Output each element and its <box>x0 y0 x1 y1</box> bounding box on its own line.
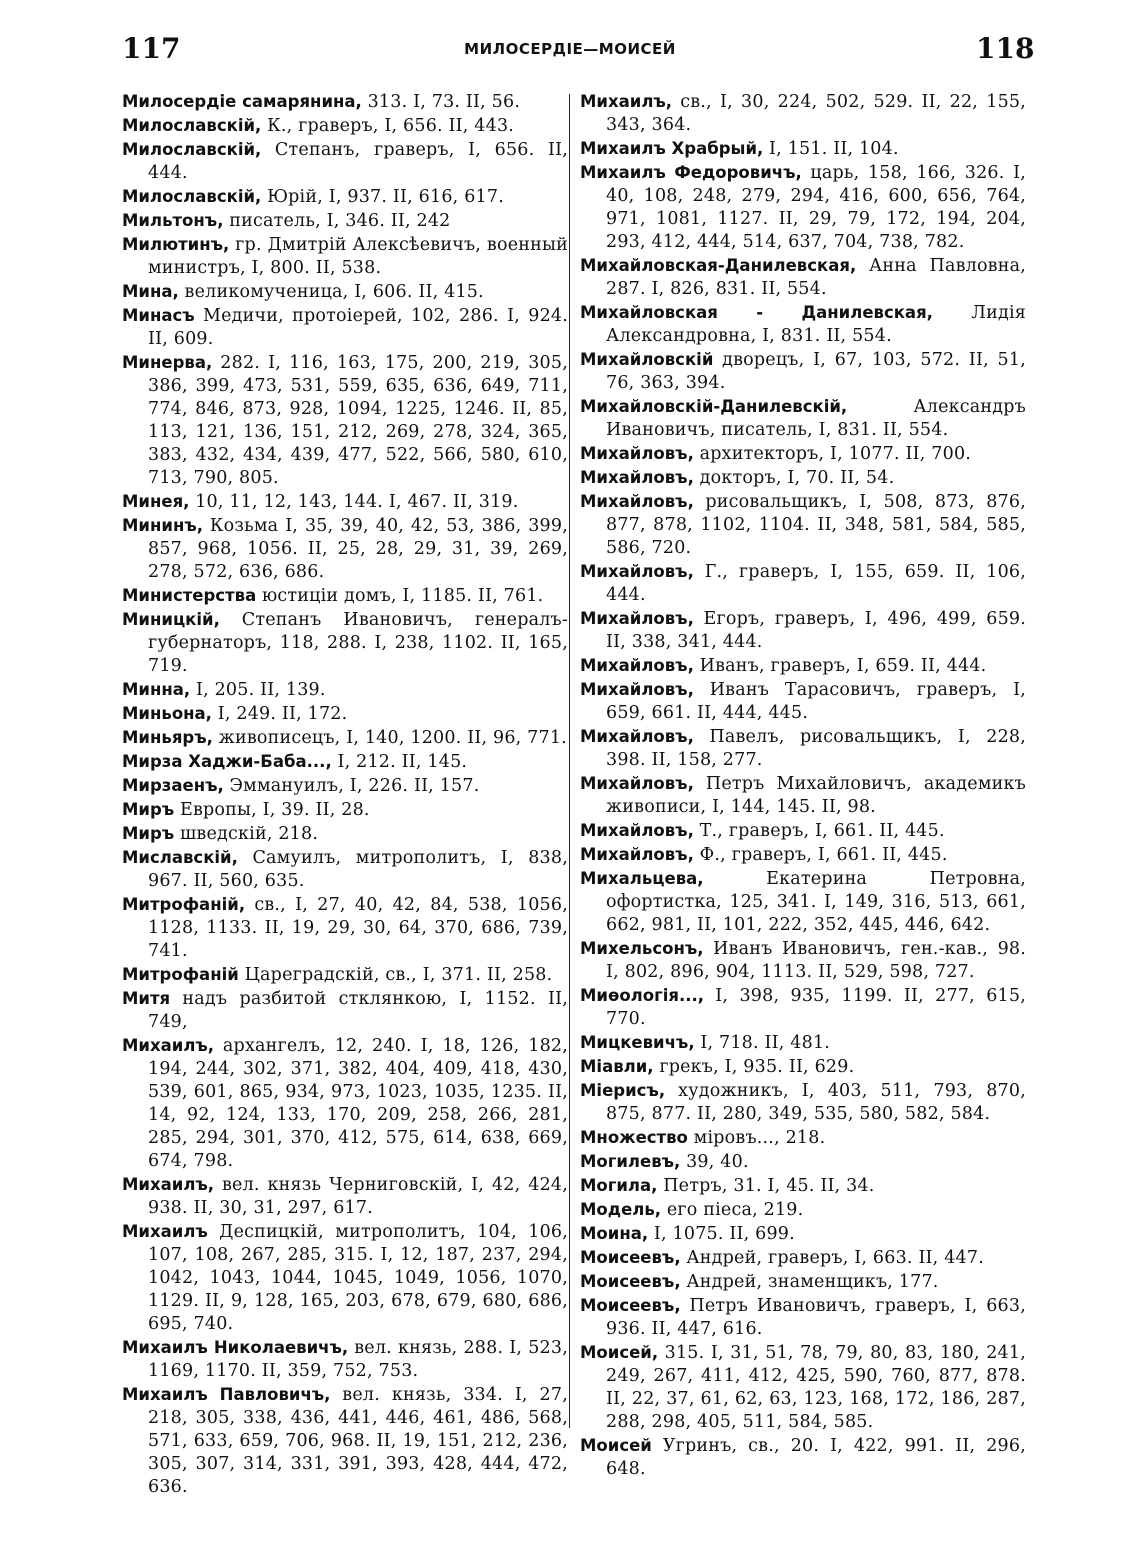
entry-references: Андрей, граверъ, I, 663. II, 447. <box>680 1248 984 1268</box>
entry-references: Лидія Александровна, I, 831. II, 554. <box>606 303 1026 346</box>
entry-headword: Мининъ, <box>122 516 204 535</box>
entry-headword: Михайловская - Данилевская, <box>580 303 933 322</box>
index-entry <box>580 490 1026 560</box>
entry-references: Иванъ Тарасовичъ, граверъ, I, 659, 661. II, 444, 445. <box>606 680 1026 723</box>
index-entry <box>122 726 568 750</box>
entry-headword: Михайловская-Данилевская, <box>580 256 857 275</box>
entry-references: I, 1075. II, 699. <box>648 1224 795 1244</box>
index-entry <box>580 1126 1026 1150</box>
entry-references: шведскій, 218. <box>174 824 319 844</box>
index-entry <box>122 233 568 280</box>
index-entry <box>122 846 568 893</box>
entry-references: грекъ, I, 935. II, 629. <box>653 1057 855 1077</box>
index-entry <box>580 1434 1026 1481</box>
entry-headword: Моисеевъ, <box>580 1248 681 1267</box>
entry-headword: Михайловъ, <box>580 727 694 746</box>
entry-headword: Михайловъ, <box>580 774 694 793</box>
entry-headword: Милославскій, <box>122 116 262 135</box>
page-header <box>0 30 1140 70</box>
index-entry <box>122 963 568 987</box>
entry-headword: Множество <box>580 1128 688 1147</box>
entry-headword: Михайловъ, <box>580 492 694 511</box>
entry-headword: Михельсонъ, <box>580 939 704 958</box>
entry-headword: Мирзаенъ, <box>122 776 224 795</box>
entry-references: Егоръ, граверъ, I, 496, 499, 659. II, 338, 341, 444. <box>606 609 1026 652</box>
index-entry <box>580 1079 1026 1126</box>
entry-headword: Миньяръ, <box>122 728 213 747</box>
entry-references: надъ разбитой стклянкою, I, 1152. II, 749, <box>148 989 568 1032</box>
entry-headword: Михальцева, <box>580 869 704 888</box>
index-entry <box>580 772 1026 819</box>
entry-references: Александръ Ивановичъ, писатель, I, 831. II, 554. <box>606 397 1026 440</box>
entry-references: I, 205. II, 139. <box>190 680 326 700</box>
entry-headword: Михаилъ Храбрый, <box>580 139 764 158</box>
entry-headword: Моисей, <box>580 1343 659 1362</box>
entry-headword: Моина, <box>580 1224 649 1243</box>
index-entry <box>580 1150 1026 1174</box>
entry-headword: Митрофаній <box>122 965 239 984</box>
index-entry <box>580 161 1026 254</box>
entry-references: докторъ, I, 70. II, 54. <box>693 468 895 488</box>
entry-references: Цареградскій, св., I, 371. II, 258. <box>238 965 553 985</box>
entry-references: царь, 158, 166, 326. I, 40, 108, 248, 279, 294, 416, 600, 656, 764, 971, 1081, 1127. II, 29, 79, 172, 194, 204, 293, 412, 444, 514, 637, 704, 738, 782. <box>606 163 1026 252</box>
index-entry <box>580 843 1026 867</box>
entry-references: вел. князь Черниговскій, I, 42, 424, 938. II, 30, 31, 297, 617. <box>148 1175 568 1218</box>
entry-references: Деспицкій, митрополитъ, 104, 106, 107, 108, 267, 285, 315. I, 12, 187, 237, 294, 1042, 1043, 1044, 1045, 1049, 1056, 1070, 1129. II, 9, 128, 165, 203, 678, 679, 680, 686, 695, 740. <box>148 1222 568 1334</box>
index-entry <box>580 867 1026 937</box>
entry-headword: Миславскій, <box>122 848 238 867</box>
entry-headword: Мина, <box>122 282 179 301</box>
entry-references: Андрей, знаменщикъ, 177. <box>680 1272 939 1292</box>
index-entry <box>122 90 568 114</box>
index-entry <box>122 750 568 774</box>
entry-headword: Міавли, <box>580 1057 654 1076</box>
index-entry <box>580 560 1026 607</box>
entry-references: Степанъ, граверъ, I, 656. II, 444. <box>148 140 568 183</box>
index-entry <box>580 1222 1026 1246</box>
index-entry <box>580 395 1026 442</box>
index-entry <box>122 774 568 798</box>
entry-headword: Михайловскій <box>580 350 714 369</box>
entry-references: Эммануилъ, I, 226. II, 157. <box>223 776 480 796</box>
entry-references: св., I, 30, 224, 502, 529. II, 22, 155, 343, 364. <box>606 92 1026 135</box>
entry-headword: Михаилъ Федоровичъ, <box>580 163 802 182</box>
entry-references: I, 398, 935, 1199. II, 277, 615, 770. <box>606 986 1026 1029</box>
entry-headword: Михайловъ, <box>580 821 694 840</box>
page-number-left: 117 <box>122 32 181 65</box>
entry-references: 39, 40. <box>680 1152 749 1172</box>
entry-references: Козьма I, 35, 39, 40, 42, 53, 386, 399, 857, 968, 1056. II, 25, 28, 29, 31, 39, 269, 278, 572, 636, 686. <box>148 516 568 582</box>
entry-references: гр. Дмитрій Алексѣевичъ, военный министръ, I, 800. II, 538. <box>148 235 568 278</box>
entry-references: дворецъ, I, 67, 103, 572. II, 51, 76, 363, 394. <box>606 350 1026 393</box>
index-entry <box>580 984 1026 1031</box>
index-entry <box>580 1294 1026 1341</box>
entry-headword: Миницкій, <box>122 610 220 629</box>
entry-references: 10, 11, 12, 143, 144. I, 467. II, 319. <box>189 492 519 512</box>
entry-references: живописецъ, I, 140, 1200. II, 96, 771. <box>212 728 567 748</box>
entry-headword: Михайловъ, <box>580 680 694 699</box>
entry-headword: Мильтонъ, <box>122 211 224 230</box>
entry-references: Т., граверъ, I, 661. II, 445. <box>693 821 945 841</box>
entry-headword: Моисеевъ, <box>580 1296 681 1315</box>
entry-references: Медичи, протоіерей, 102, 286. I, 924. II, 609. <box>148 306 568 349</box>
entry-references: Петръ Михайловичъ, академикъ живописи, I, 144, 145. II, 98. <box>606 774 1026 817</box>
index-entry <box>580 1174 1026 1198</box>
entry-references: 282. I, 116, 163, 175, 200, 219, 305, 386, 399, 473, 531, 559, 635, 636, 649, 711, 774, 846, 873, 928, 1094, 1225, 1246. II, 85, 113, 121, 136, 151, 212, 269, 278, 324, 365, 383, 432, 434, 439, 477, 522, 566, 580, 610, 713, 790, 805. <box>148 353 568 488</box>
index-entry <box>122 798 568 822</box>
index-entry <box>580 348 1026 395</box>
entry-headword: Михайловъ, <box>580 609 694 628</box>
index-entry <box>580 254 1026 301</box>
index-entry <box>580 937 1026 984</box>
entry-references: Павелъ, рисовальщикъ, I, 228, 398. II, 158, 277. <box>606 727 1026 770</box>
entry-references: художникъ, I, 403, 511, 793, 870, 875, 877. II, 280, 349, 535, 580, 582, 584. <box>606 1081 1026 1124</box>
entry-references: Г., граверъ, I, 155, 659. II, 106, 444. <box>606 562 1026 605</box>
index-entry <box>122 304 568 351</box>
entry-references: Петръ, 31. I, 45. II, 34. <box>657 1176 875 1196</box>
entry-headword: Михайловъ, <box>580 468 694 487</box>
entry-references: Угринъ, св., 20. I, 422, 991. II, 296, 648. <box>606 1436 1026 1479</box>
index-entry <box>122 209 568 233</box>
entry-references: Иванъ, граверъ, I, 659. II, 444. <box>693 656 987 676</box>
entry-references: I, 718. II, 481. <box>694 1033 831 1053</box>
entry-references: архитекторъ, I, 1077. II, 700. <box>693 444 972 464</box>
entry-headword: Михайловъ, <box>580 845 694 864</box>
entry-references: Иванъ Ивановичъ, ген.-кав., 98. I, 802, 896, 904, 1113. II, 529, 598, 727. <box>606 939 1026 982</box>
entry-headword: Миѳологія..., <box>580 986 705 1005</box>
index-entry <box>122 702 568 726</box>
running-head: МИЛОСЕРДІЕ—МОИСЕЙ <box>464 40 676 58</box>
entry-headword: Министерства <box>122 586 257 605</box>
entry-headword: Миньона, <box>122 704 212 723</box>
index-entry <box>122 514 568 584</box>
column-divider <box>569 94 570 1428</box>
index-entry <box>580 1198 1026 1222</box>
index-entry <box>580 1341 1026 1434</box>
index-column-right <box>580 90 1026 1481</box>
entry-references: юстиціи домъ, I, 1185. II, 761. <box>256 586 544 606</box>
entry-references: Европы, I, 39. II, 28. <box>174 800 370 820</box>
entry-headword: Михайловъ, <box>580 562 694 581</box>
index-entry <box>580 1055 1026 1079</box>
index-entry <box>580 819 1026 843</box>
entry-references: 313. I, 73. II, 56. <box>361 92 521 112</box>
index-entry <box>580 90 1026 137</box>
entry-references: I, 151. II, 104. <box>763 139 899 159</box>
index-entry <box>122 490 568 514</box>
index-entry <box>122 678 568 702</box>
entry-headword: Минерва, <box>122 353 213 372</box>
entry-headword: Миръ <box>122 800 175 819</box>
entry-headword: Митя <box>122 989 171 1008</box>
entry-headword: Милютинъ, <box>122 235 230 254</box>
index-entry <box>122 822 568 846</box>
entry-references: міровъ..., 218. <box>687 1128 826 1148</box>
entry-headword: Могила, <box>580 1176 658 1195</box>
entry-headword: Михаилъ, <box>122 1036 215 1055</box>
entry-references: его піеса, 219. <box>661 1200 804 1220</box>
entry-headword: Моисеевъ, <box>580 1272 681 1291</box>
index-entry <box>122 987 568 1034</box>
entry-references: вел. князь, 288. I, 523, 1169, 1170. II, 359, 752, 753. <box>148 1338 568 1381</box>
entry-references: 315. I, 31, 51, 78, 79, 80, 83, 180, 241, 249, 267, 411, 412, 425, 590, 760, 877, 878. II, 22, 37, 61, 62, 63, 123, 168, 172, 186, 287, 288, 298, 405, 511, 584, 585. <box>606 1343 1026 1432</box>
entry-references: Ф., граверъ, I, 661. II, 445. <box>693 845 948 865</box>
index-entry <box>580 1270 1026 1294</box>
entry-headword: Михаилъ Павловичъ, <box>122 1385 331 1404</box>
index-column-left <box>122 90 568 1499</box>
index-entry <box>122 185 568 209</box>
entry-headword: Милославскій, <box>122 187 262 206</box>
entry-headword: Михаилъ, <box>580 92 673 111</box>
index-entry <box>580 607 1026 654</box>
entry-references: св., I, 27, 40, 42, 84, 538, 1056, 1128, 1133. II, 19, 29, 30, 64, 370, 686, 739, 741. <box>148 895 568 961</box>
index-entry <box>122 138 568 185</box>
entry-references: Самуилъ, митрополитъ, I, 838, 967. II, 560, 635. <box>148 848 568 891</box>
entry-references: писатель, I, 346. II, 242 <box>223 211 451 231</box>
index-entry <box>122 1336 568 1383</box>
entry-references: I, 249. II, 172. <box>211 704 348 724</box>
entry-references: вел. князь, 334. I, 27, 218, 305, 338, 436, 441, 446, 461, 486, 568, 571, 633, 659, 706, 968. II, 19, 151, 212, 236, 305, 307, 314, 331, 391, 393, 428, 444, 472, 636. <box>148 1385 568 1497</box>
entry-headword: Минея, <box>122 492 190 511</box>
entry-headword: Милосердіе самарянина, <box>122 92 362 111</box>
entry-headword: Модель, <box>580 1200 662 1219</box>
entry-headword: Михаилъ <box>122 1222 208 1241</box>
index-entry <box>122 351 568 490</box>
index-entry <box>122 280 568 304</box>
index-entry <box>580 654 1026 678</box>
entry-references: I, 212. II, 145. <box>331 752 468 772</box>
entry-headword: Михайловъ, <box>580 444 694 463</box>
index-entry <box>580 301 1026 348</box>
index-entry <box>122 1173 568 1220</box>
index-entry <box>122 1220 568 1336</box>
entry-headword: Міерисъ, <box>580 1081 666 1100</box>
entry-headword: Михаилъ, <box>122 1175 215 1194</box>
index-entry <box>580 442 1026 466</box>
index-entry <box>122 608 568 678</box>
entry-headword: Михайловъ, <box>580 656 694 675</box>
entry-headword: Михайловскій-Данилевскій, <box>580 397 848 416</box>
entry-headword: Миръ <box>122 824 175 843</box>
entry-references: архангелъ, 12, 240. I, 18, 126, 182, 194, 244, 302, 371, 382, 404, 409, 418, 430, 539, 601, 865, 934, 973, 1023, 1035, 1235. II, 14, 92, 124, 133, 170, 209, 258, 266, 281, 285, 294, 301, 370, 412, 575, 614, 638, 669, 674, 798. <box>148 1036 568 1171</box>
entry-headword: Минасъ <box>122 306 195 325</box>
entry-headword: Митрофаній, <box>122 895 246 914</box>
index-entry <box>122 893 568 963</box>
page-number-right: 118 <box>976 32 1035 65</box>
index-entry <box>580 466 1026 490</box>
index-entry <box>580 1031 1026 1055</box>
entry-headword: Моисей <box>580 1436 652 1455</box>
index-entry <box>122 114 568 138</box>
entry-references: Анна Павловна, 287. I, 826, 831. II, 554. <box>606 256 1026 299</box>
entry-headword: Мицкевичъ, <box>580 1033 695 1052</box>
index-entry <box>580 725 1026 772</box>
entry-headword: Минна, <box>122 680 191 699</box>
entry-headword: Михаилъ Николаевичъ, <box>122 1338 349 1357</box>
index-entry <box>122 1034 568 1173</box>
entry-headword: Милославскій, <box>122 140 262 159</box>
entry-references: Екатерина Петровна, офортистка, 125, 341. I, 149, 316, 513, 661, 662, 981, II, 101, 222, 352, 445, 446, 642. <box>606 869 1026 935</box>
entry-references: великомученица, I, 606. II, 415. <box>178 282 484 302</box>
entry-references: Степанъ Ивановичъ, генералъ-губернаторъ, 118, 288. I, 238, 1102. II, 165, 719. <box>148 610 568 676</box>
entry-headword: Могилевъ, <box>580 1152 681 1171</box>
index-entry <box>580 1246 1026 1270</box>
entry-references: К., граверъ, I, 656. II, 443. <box>261 116 515 136</box>
entry-references: Петръ Ивановичъ, граверъ, I, 663, 936. II, 447, 616. <box>606 1296 1026 1339</box>
index-entry <box>580 678 1026 725</box>
entry-headword: Мирза Хаджи-Баба..., <box>122 752 332 771</box>
entry-references: Юрій, I, 937. II, 616, 617. <box>261 187 504 207</box>
index-entry <box>122 584 568 608</box>
index-entry <box>122 1383 568 1499</box>
entry-references: рисовальщикъ, I, 508, 873, 876, 877, 878, 1102, 1104. II, 348, 581, 584, 585, 586, 720. <box>606 492 1026 558</box>
index-entry <box>580 137 1026 161</box>
